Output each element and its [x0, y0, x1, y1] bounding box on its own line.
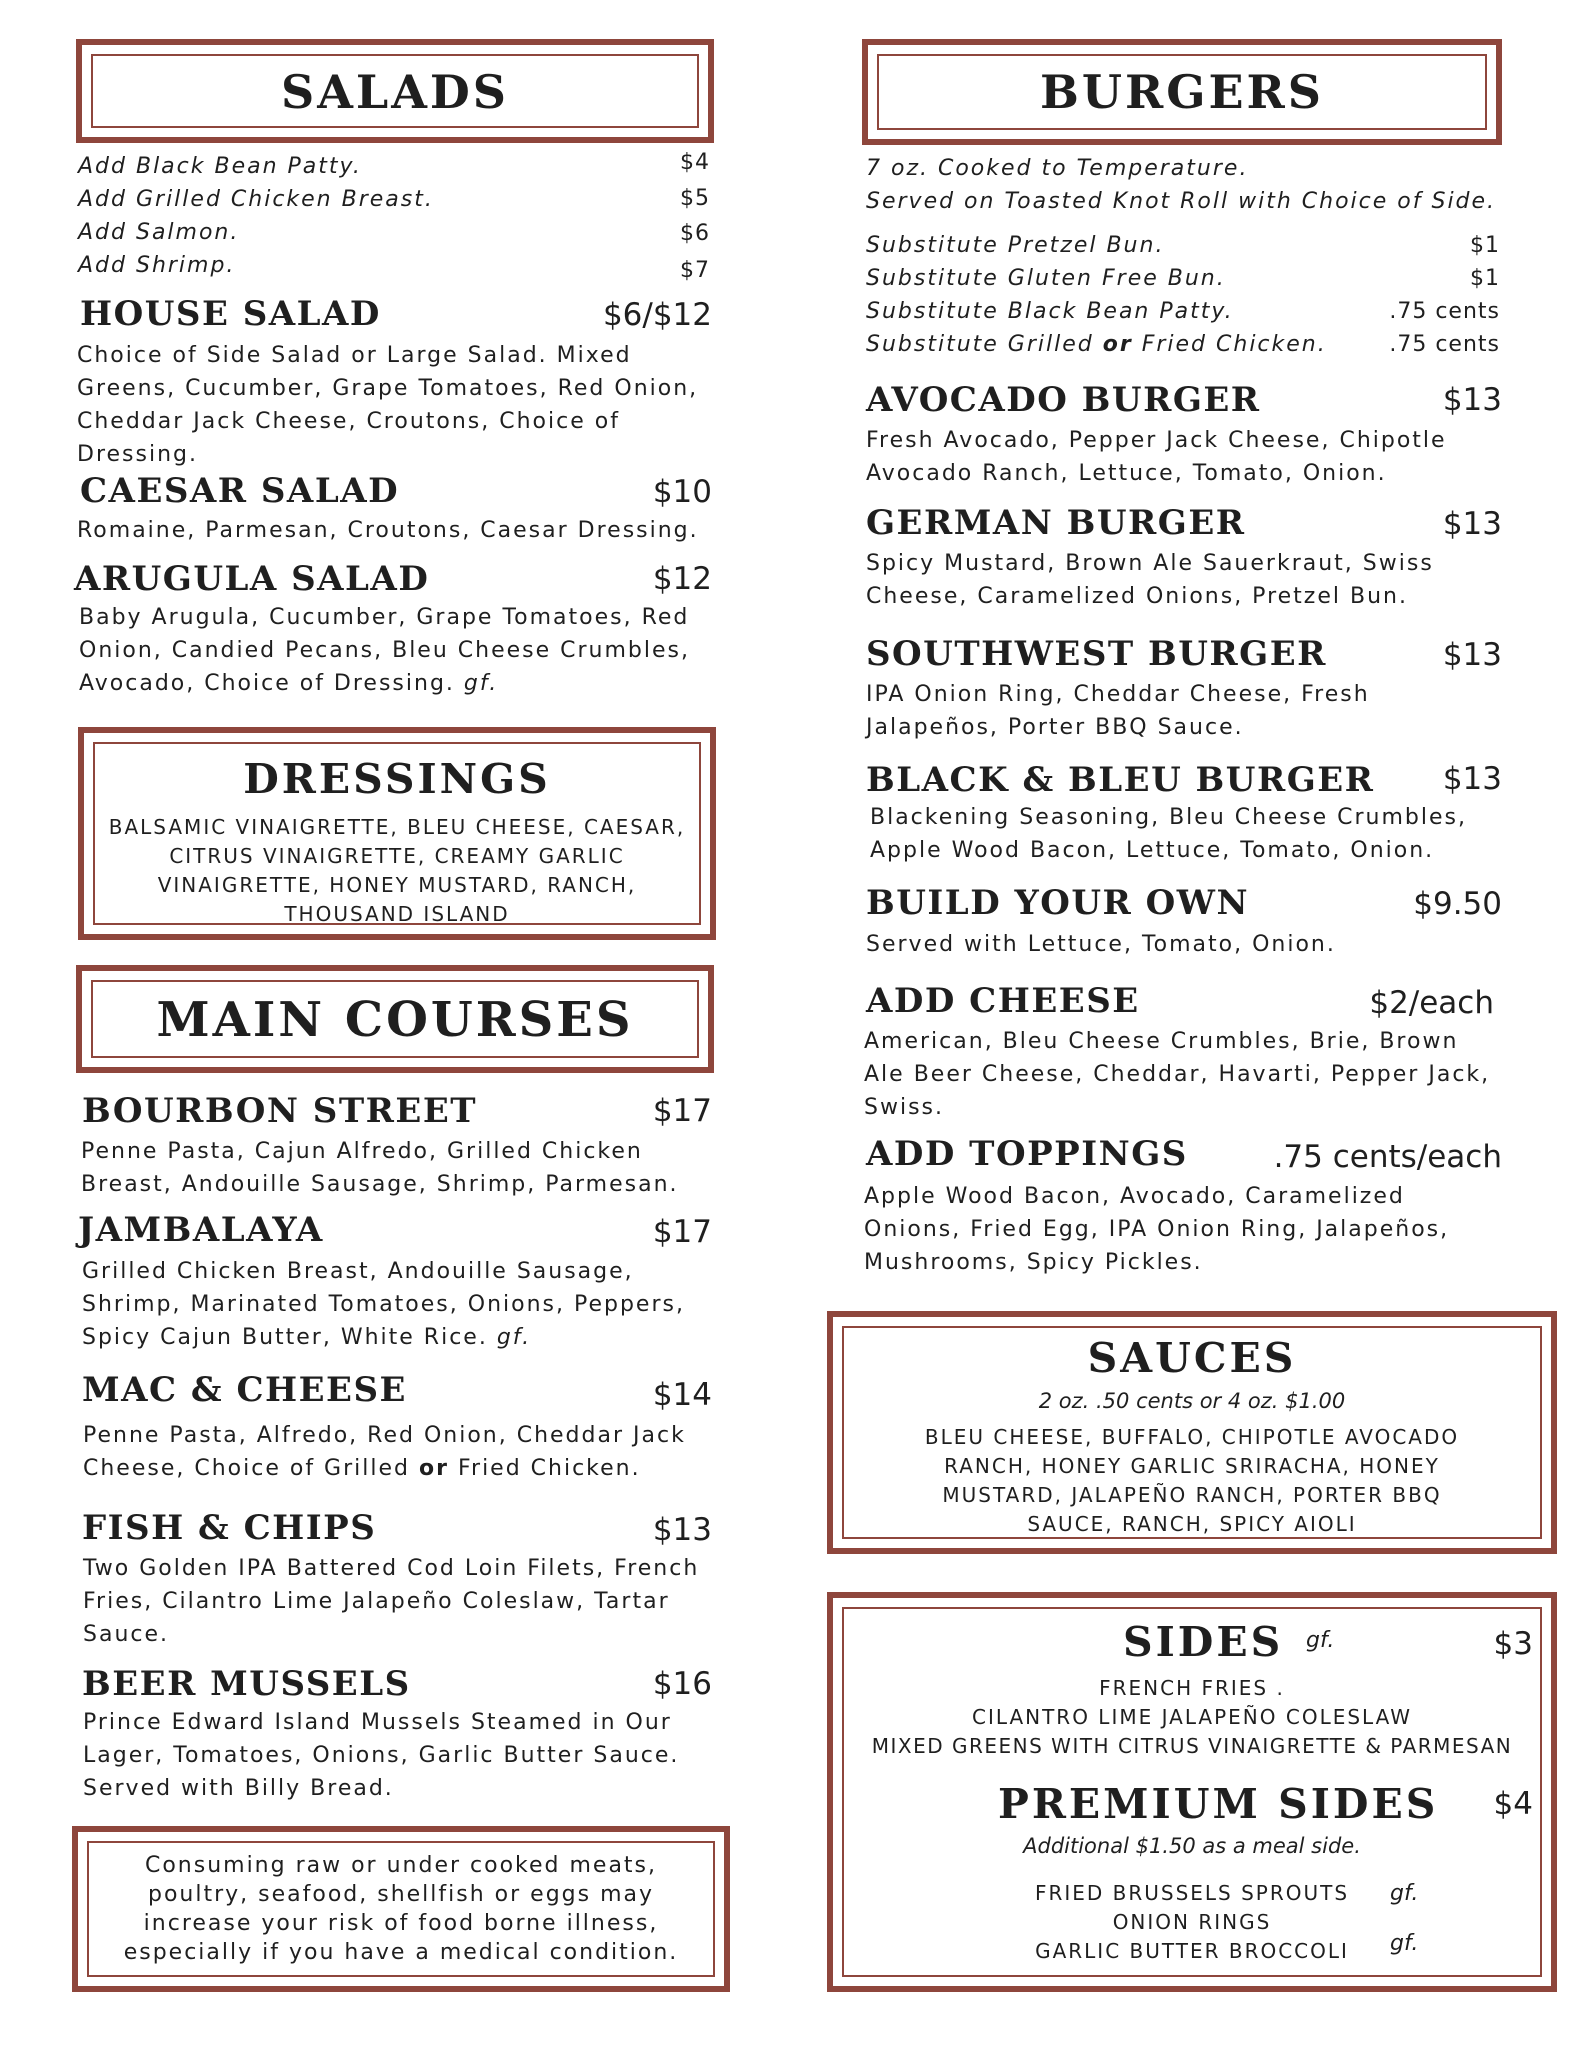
menu-item-description: Two Golden IPA Battered Cod Loin Filets, French Fries, Cilantro Lime Jalapeño Coleslaw, Tartar Sauce. [83, 1556, 700, 1647]
salads-header-frame [76, 39, 714, 143]
menu-item-price: $14 [652, 1377, 712, 1413]
premium-sides-price: $4 [1493, 1786, 1533, 1822]
description-text: Fried Chicken. [457, 1456, 641, 1481]
menu-item-name: ADD TOPPINGS [866, 1134, 1188, 1174]
menu-item-price: $12 [652, 561, 712, 597]
sides-line: FRENCH FRIES . [1099, 1676, 1285, 1700]
sauces-line: SAUCE, RANCH, SPICY AIOLI [1027, 1512, 1357, 1536]
description-text: Grilled Chicken Breast, Andouille Sausage, Shrimp, Marinated Tomatoes, Onions, Peppers, Spicy Cajun Butter, White Rice. [82, 1259, 685, 1350]
addon-price: $5 [680, 186, 710, 211]
food-safety-warning-frame [72, 1826, 730, 1992]
menu-item-name: MAC & CHEESE [82, 1370, 407, 1410]
sauces-list [833, 1423, 1551, 1539]
substitute-label-text: Substitute Grilled [866, 332, 1094, 357]
menu-item-description: Apple Wood Bacon, Avocado, Caramelized Onions, Fried Egg, IPA Onion Ring, Jalapeños, Mushrooms, Spicy Pickles. [864, 1184, 1450, 1275]
menu-item-name: AVOCADO BURGER [866, 380, 1261, 420]
menu-item-description: American, Bleu Cheese Crumbles, Brie, Brown Ale Beer Cheese, Cheddar, Havarti, Pepper Jack, Swiss. [864, 1029, 1491, 1120]
sides-frame [827, 1592, 1557, 1992]
menu-item-price: .75 cents/each [1273, 1139, 1502, 1175]
dressings-list [84, 813, 710, 929]
dressings-line: VINAIGRETTE, HONEY MUSTARD, RANCH, [157, 873, 637, 897]
substitute-label: Substitute Gluten Free Bun. [866, 266, 1226, 291]
sides-price: $3 [1493, 1626, 1533, 1662]
menu-item-name: BUILD YOUR OWN [866, 883, 1250, 923]
menu-item-name: BLACK & BLEU BURGER [866, 760, 1375, 800]
food-safety-warning-text: Consuming raw or under cooked meats, poultry, seafood, shellfish or eggs may increase your risk of food borne illness, especially if you have a medical condition. [123, 1853, 679, 1965]
menu-item-price: $13 [1442, 506, 1502, 542]
menu-item-name: ADD CHEESE [866, 981, 1140, 1021]
substitute-label: Substitute Black Bean Patty. [866, 299, 1234, 324]
menu-item-price: $17 [652, 1093, 712, 1129]
menu-item-price: $13 [1442, 637, 1502, 673]
menu-item-price: $13 [1442, 761, 1502, 797]
addon-price: $6 [680, 221, 710, 246]
menu-item-name: FISH & CHIPS [82, 1508, 377, 1548]
sauces-title: SAUCES [1087, 1334, 1297, 1382]
substitute-price: .75 cents [1389, 299, 1500, 324]
menu-item-price: $16 [652, 1666, 712, 1702]
dressings-frame [78, 727, 716, 940]
menu-item-description: Blackening Seasoning, Bleu Cheese Crumbles, Apple Wood Bacon, Lettuce, Tomato, Onion. [870, 805, 1467, 863]
addon-label: Add Grilled Chicken Breast. [78, 187, 434, 212]
description-emphasis: or [419, 1456, 449, 1481]
menu-item-description: Prince Edward Island Mussels Steamed in Our Lager, Tomatoes, Onions, Garlic Butter Sauce. Served with Billy Bread. [83, 1710, 680, 1801]
sauces-line: RANCH, HONEY GARLIC SRIRACHA, HONEY [944, 1454, 1440, 1478]
menu-item-price: $13 [652, 1512, 712, 1548]
description-text: Penne Pasta, Alfredo, Red Onion, Cheddar Jack Cheese, Choice of Grilled [83, 1423, 686, 1481]
premium-sides-title: PREMIUM SIDES [998, 1780, 1439, 1828]
addon-label: Add Salmon. [78, 220, 240, 245]
premium-side-item: ONION RINGS [1112, 1910, 1272, 1934]
premium-side-gluten-free-tag: gf. [1390, 1881, 1419, 1906]
description-text: Baby Arugula, Cucumber, Grape Tomatoes, Red Onion, Candied Pecans, Bleu Cheese Crumbles, Avocado, Choice of Dressing. [79, 605, 690, 696]
menu-item-name: GERMAN BURGER [866, 503, 1246, 543]
sauces-subtitle: 2 oz. .50 cents or 4 oz. $1.00 [1038, 1389, 1346, 1413]
menu-item-description: Romaine, Parmesan, Croutons, Caesar Dressing. [77, 518, 699, 543]
dressings-line: CITRUS VINAIGRETTE, CREAMY GARLIC [169, 844, 625, 868]
menu-item-description: IPA Onion Ring, Cheddar Cheese, Fresh Jalapeños, Porter BBQ Sauce. [866, 682, 1370, 740]
sauces-line: BLEU CHEESE, BUFFALO, CHIPOTLE AVOCADO [924, 1425, 1460, 1449]
menu-item-description [82, 1255, 712, 1354]
menu-item-description [83, 1419, 723, 1485]
substitute-label-emphasis: or [1102, 332, 1133, 357]
premium-sides-note: Additional $1.50 as a meal side. [1023, 1834, 1361, 1858]
salads-title: SALADS [280, 65, 510, 119]
dressings-line: THOUSAND ISLAND [284, 902, 510, 926]
substitute-price: $1 [1470, 266, 1500, 291]
main-courses-title: MAIN COURSES [156, 992, 634, 1048]
burgers-intro-line: 7 oz. Cooked to Temperature. [866, 156, 1249, 181]
menu-item-name: ARUGULA SALAD [74, 559, 430, 599]
menu-item-name: HOUSE SALAD [80, 294, 381, 334]
premium-side-item: GARLIC BUTTER BROCCOLI [1035, 1939, 1349, 1963]
sides-gluten-free-tag: gf. [1306, 1628, 1335, 1653]
menu-item-price: $13 [1442, 382, 1502, 418]
sides-line: MIXED GREENS WITH CITRUS VINAIGRETTE & PARMESAN [871, 1734, 1513, 1758]
menu-item-description: Spicy Mustard, Brown Ale Sauerkraut, Swiss Cheese, Caramelized Onions, Pretzel Bun. [866, 551, 1434, 609]
sides-line: CILANTRO LIME JALAPEÑO COLESLAW [971, 1705, 1413, 1729]
main-courses-header-frame [76, 965, 714, 1073]
sauces-line: MUSTARD, JALAPEÑO RANCH, PORTER BBQ [942, 1483, 1442, 1507]
menu-item-description: Served with Lettuce, Tomato, Onion. [866, 932, 1336, 957]
addon-price: $4 [680, 150, 710, 175]
menu-item-price: $2/each [1369, 985, 1494, 1021]
menu-item-name: BEER MUSSELS [82, 1664, 411, 1704]
premium-side-item: FRIED BRUSSELS SPROUTS [1034, 1881, 1350, 1905]
dressings-line: BALSAMIC VINAIGRETTE, BLEU CHEESE, CAESAR, [108, 815, 686, 839]
burgers-header-frame [862, 39, 1502, 145]
gluten-free-tag: gf. [496, 1325, 532, 1350]
menu-item-description: Fresh Avocado, Pepper Jack Cheese, Chipotle Avocado Ranch, Lettuce, Tomato, Onion. [866, 428, 1447, 486]
burgers-intro-line: Served on Toasted Knot Roll with Choice of Side. [866, 189, 1497, 214]
menu-item-price: $9.50 [1413, 886, 1502, 922]
substitute-price: $1 [1470, 233, 1500, 258]
menu-item-price: $6/$12 [602, 297, 712, 333]
menu-item-name: BOURBON STREET [82, 1091, 478, 1131]
gluten-free-tag: gf. [463, 671, 499, 696]
substitute-label-text: Fried Chicken. [1141, 332, 1327, 357]
menu-item-name: JAMBALAYA [78, 1210, 324, 1250]
menu-item-name: SOUTHWEST BURGER [866, 634, 1327, 674]
menu-item-name: CAESAR SALAD [80, 471, 400, 511]
menu-item-description [79, 601, 719, 700]
premium-side-gluten-free-tag: gf. [1390, 1931, 1419, 1956]
addon-label: Add Shrimp. [78, 253, 236, 278]
sides-list [833, 1674, 1551, 1761]
menu-item-price: $10 [652, 474, 712, 510]
menu-item-price: $17 [652, 1214, 712, 1250]
substitute-label: Substitute Pretzel Bun. [866, 233, 1165, 258]
sides-title: SIDES [1123, 1618, 1284, 1666]
substitute-label [866, 332, 1327, 357]
dressings-title: DRESSINGS [243, 755, 551, 803]
addon-price: $7 [680, 258, 710, 283]
menu-item-description: Choice of Side Salad or Large Salad. Mixed Greens, Cucumber, Grape Tomatoes, Red Onion, Cheddar Jack Cheese, Croutons, Choice of Dressing. [77, 343, 699, 467]
substitute-price: .75 cents [1389, 332, 1500, 357]
sauces-frame [827, 1311, 1557, 1554]
menu-item-description: Penne Pasta, Cajun Alfredo, Grilled Chicken Breast, Andouille Sausage, Shrimp, Parmesan. [81, 1139, 679, 1197]
addon-label: Add Black Bean Patty. [78, 154, 362, 179]
burgers-title: BURGERS [1039, 65, 1325, 119]
